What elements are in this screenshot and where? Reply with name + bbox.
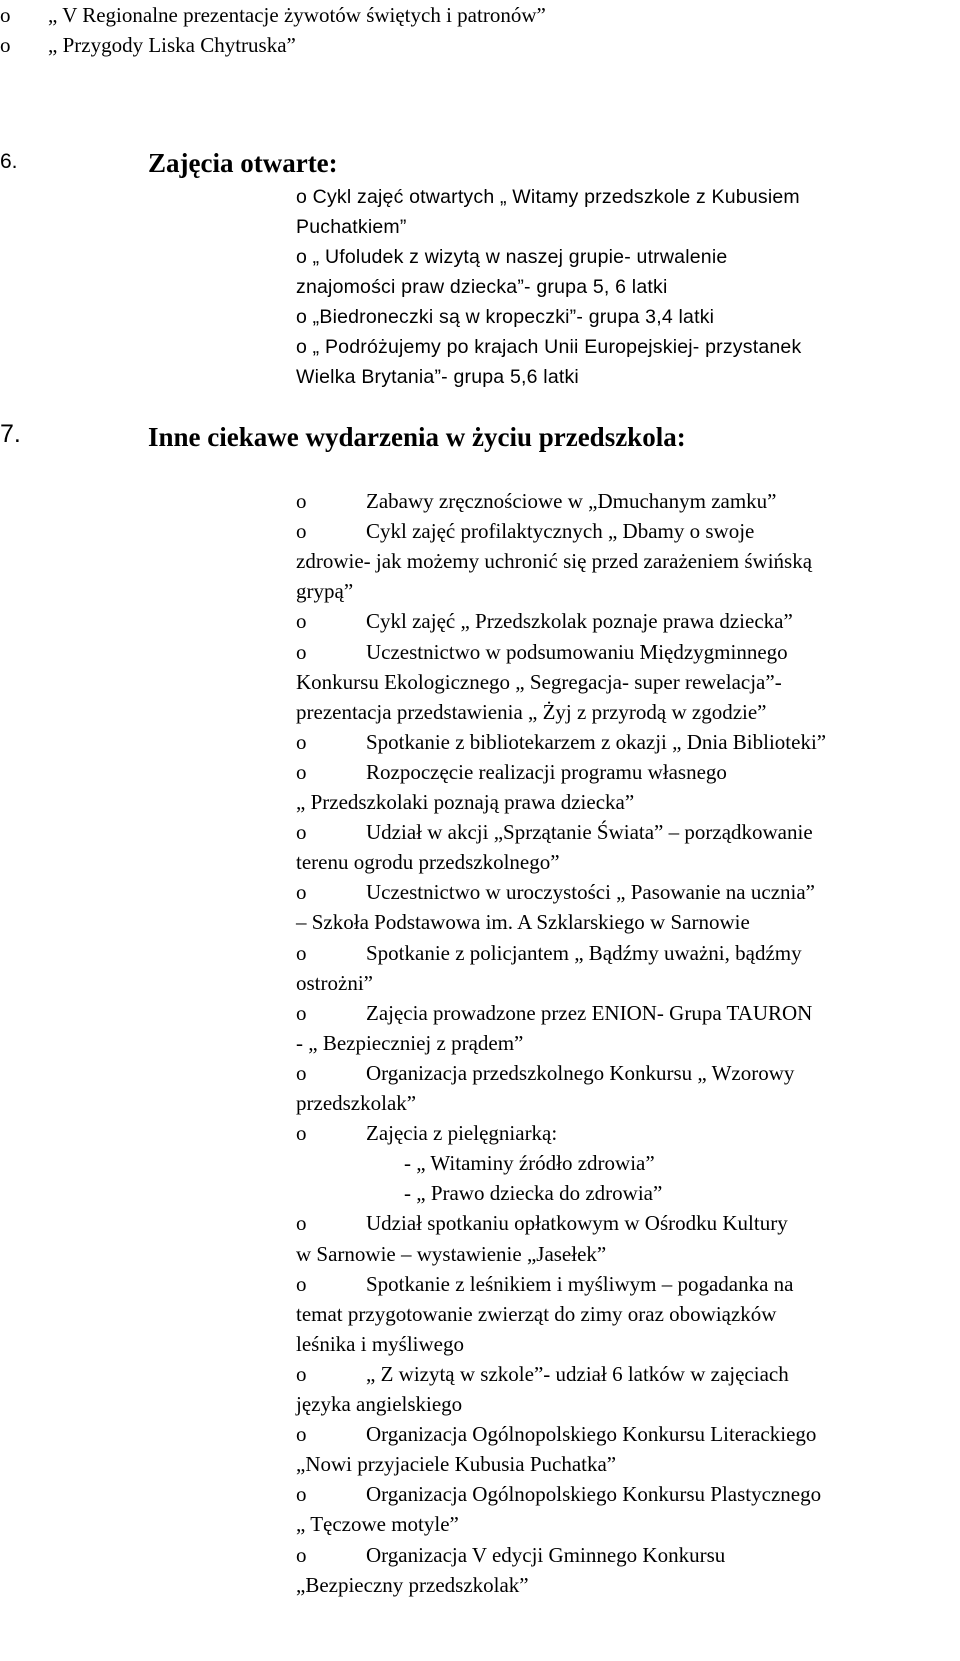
list-bullet: o (296, 1272, 307, 1296)
list-item: „ Z wizytą w szkole”- udział 6 latków w zajęciach (366, 1362, 789, 1386)
list-item-continuation: Konkursu Ekologicznego „ Segregacja- super rewelacja”- (296, 670, 782, 694)
list-item: Cykl zajęć profilaktycznych „ Dbamy o swoje (366, 519, 755, 543)
list-item-continuation: przedszkolak” (296, 1091, 417, 1115)
list-bullet: o (0, 33, 11, 57)
text-line: Puchatkiem” (296, 216, 407, 238)
list-item: Cykl zajęć „ Przedszkolak poznaje prawa dziecka” (366, 609, 793, 633)
text-line: o Cykl zajęć otwartych „ Witamy przedszkole z Kubusiem (296, 186, 800, 208)
list-bullet: o (296, 1001, 307, 1025)
list-item-continuation: „Bezpieczny przedszkolak” (296, 1573, 529, 1597)
list-bullet: o (0, 3, 11, 27)
list-item: Organizacja przedszkolnego Konkursu „ Wzorowy (366, 1061, 795, 1085)
list-bullet: o (296, 640, 307, 664)
list-item-continuation: zdrowie- jak możemy uchronić się przed zarażeniem świńską (296, 549, 813, 573)
list-item-continuation: grypą” (296, 579, 354, 603)
list-item-continuation: leśnika i myśliwego (296, 1332, 464, 1356)
section-heading: Zajęcia otwarte: (148, 148, 338, 178)
list-bullet: o (296, 730, 307, 754)
list-item-continuation: prezentacja przedstawienia „ Żyj z przyrodą w zgodzie” (296, 700, 767, 724)
list-bullet: o (296, 519, 307, 543)
list-bullet: o (296, 1211, 307, 1235)
list-item: Uczestnictwo w podsumowaniu Międzygminnego (366, 640, 788, 664)
list-item-continuation: terenu ogrodu przedszkolnego” (296, 850, 560, 874)
text-line: o „ Podróżujemy po krajach Unii Europejskiej- przystanek (296, 336, 802, 358)
list-bullet: o (296, 941, 307, 965)
list-item: Spotkanie z policjantem „ Bądźmy uważni, bądźmy (366, 941, 802, 965)
list-item: Spotkanie z bibliotekarzem z okazji „ Dnia Biblioteki” (366, 730, 827, 754)
list-item-continuation: „ Tęczowe motyle” (296, 1512, 459, 1536)
list-item-continuation: ostrożni” (296, 971, 373, 995)
text-line: o „ Ufoludek z wizytą w naszej grupie- utrwalenie (296, 246, 728, 268)
list-item-continuation: „ Przedszkolaki poznają prawa dziecka” (296, 790, 635, 814)
section-number: 6. (0, 150, 18, 173)
list-item: Zajęcia prowadzone przez ENION- Grupa TAURON (366, 1001, 813, 1025)
list-item-continuation: w Sarnowie – wystawienie „Jasełek” (296, 1242, 607, 1266)
list-item-continuation: - „ Witaminy źródło zdrowia” (404, 1151, 655, 1175)
text-line: o „Biedroneczki są w kropeczki”- grupa 3,4 latki (296, 306, 715, 328)
list-item-continuation: – Szkoła Podstawowa im. A Szklarskiego w Sarnowie (296, 910, 750, 934)
list-item-continuation: temat przygotowanie zwierząt do zimy oraz obowiązków (296, 1302, 777, 1326)
list-item: Zabawy zręcznościowe w „Dmuchanym zamku” (366, 489, 777, 513)
list-item: Organizacja Ogólnopolskiego Konkursu Plastycznego (366, 1482, 822, 1506)
text-line: Wielka Brytania”- grupa 5,6 latki (296, 366, 579, 388)
list-item: Organizacja V edycji Gminnego Konkursu (366, 1543, 726, 1567)
list-item: „ V Regionalne prezentacje żywotów świętych i patronów” (48, 3, 546, 27)
list-bullet: o (296, 760, 307, 784)
list-item: Udział spotkaniu opłatkowym w Ośrodku Kultury (366, 1211, 788, 1235)
list-item: Organizacja Ogólnopolskiego Konkursu Literackiego (366, 1422, 817, 1446)
list-item-continuation: - „ Prawo dziecka do zdrowia” (404, 1181, 663, 1205)
list-item-continuation: języka angielskiego (296, 1392, 463, 1416)
section-heading: Inne ciekawe wydarzenia w życiu przedszkola: (148, 422, 686, 452)
text-line: znajomości praw dziecka”- grupa 5, 6 latki (296, 276, 668, 298)
list-bullet: o (296, 1362, 307, 1386)
list-item: Rozpoczęcie realizacji programu własnego (366, 760, 727, 784)
list-item: Udział w akcji „Sprzątanie Świata” – porządkowanie (366, 820, 813, 844)
list-bullet: o (296, 1543, 307, 1567)
list-item: Uczestnictwo w uroczystości „ Pasowanie na ucznia” (366, 880, 815, 904)
list-bullet: o (296, 820, 307, 844)
list-item-continuation: - „ Bezpieczniej z prądem” (296, 1031, 524, 1055)
list-bullet: o (296, 880, 307, 904)
list-item: Zajęcia z pielęgniarką: (366, 1121, 558, 1145)
list-bullet: o (296, 609, 307, 633)
list-bullet: o (296, 1121, 307, 1145)
section-number: 7. (0, 420, 21, 448)
list-item: „ Przygody Liska Chytruska” (48, 33, 296, 57)
list-bullet: o (296, 489, 307, 513)
list-item: Spotkanie z leśnikiem i myśliwym – pogadanka na (366, 1272, 794, 1296)
list-item-continuation: „Nowi przyjaciele Kubusia Puchatka” (296, 1452, 617, 1476)
list-bullet: o (296, 1482, 307, 1506)
list-bullet: o (296, 1061, 307, 1085)
list-bullet: o (296, 1422, 307, 1446)
